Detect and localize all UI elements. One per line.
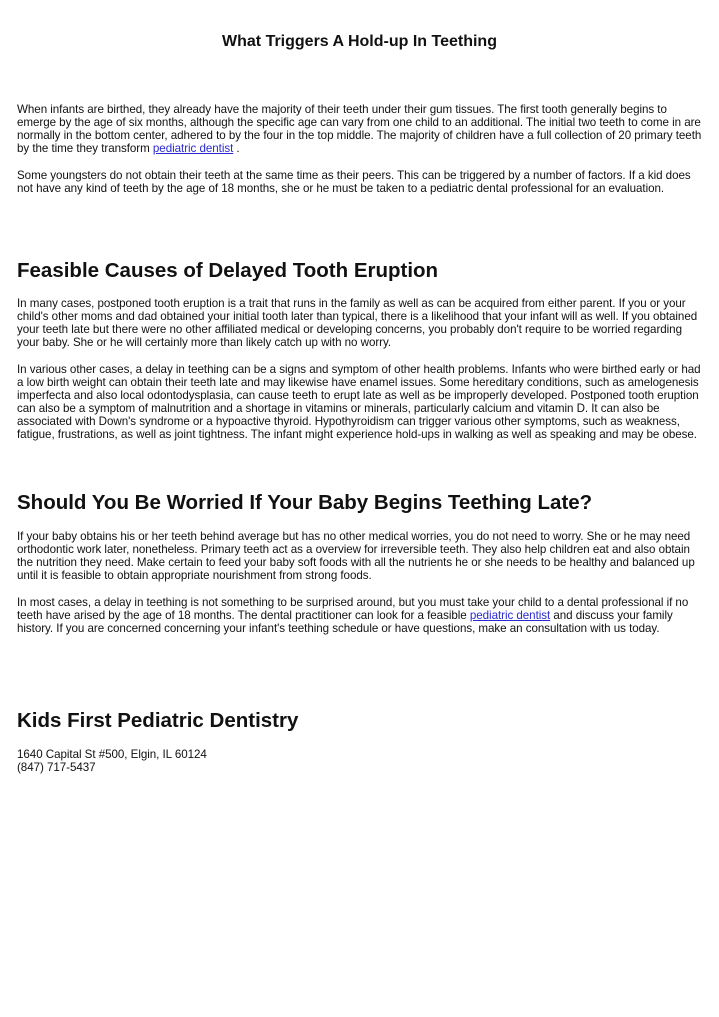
pediatric-dentist-link-2[interactable]: pediatric dentist (469, 609, 551, 622)
worried-paragraph-2-text: In most cases, a delay in teething is not something to be surprised around, but you must take your child to a dental professional if no teeth have arised by the age of 18 months. The dental practitioner can look for a feasible (17, 596, 689, 622)
section-heading-worried: Should You Be Worried If Your Baby Begins Teething Late? (17, 491, 593, 514)
section-heading-causes: Feasible Causes of Delayed Tooth Eruption (17, 259, 439, 282)
intro-paragraph-2: Some youngsters do not obtain their teeth at the same time as their peers. This can be triggered by a number of factors. If a kid does not have any kind of teeth by the age of 18 months, she or he must be taken to a pediatric dental professional for an evaluation. (17, 169, 691, 195)
page-title: What Triggers A Hold-up In Teething (222, 33, 497, 50)
worried-paragraph-2-end: and discuss your family history. If you are concerned concerning your infant's teething schedule or have questions, make an consultation with us today. (17, 609, 673, 635)
contact-address: 1640 Capital St #500, Elgin, IL 60124 (17, 748, 207, 761)
worried-paragraph-2 (17, 596, 705, 635)
intro-paragraph-1-text: When infants are birthed, they already have the majority of their teeth under their gum tissues. The first tooth generally begins to emerge by the age of six months, although the specific age can vary from one child to an additional. The initial two teeth to come in are normally in the bottom center, adhered to by the four in the top middle. The majority of children have a full collection of 20 primary teeth by the time they transform (17, 103, 702, 155)
contact-block (17, 748, 705, 774)
pediatric-dentist-link-1[interactable]: pediatric dentist (152, 142, 234, 155)
contact-heading: Kids First Pediatric Dentistry (17, 709, 299, 732)
contact-phone: (847) 717-5437 (17, 761, 96, 774)
causes-paragraph-2: In various other cases, a delay in teething can be a signs and symptom of other health problems. Infants who were birthed early or had a low birth weight can obtain their teeth late and may likewise have enamel issues. Some hereditary conditions, such as amelogenesis imperfecta and also local odontodysplasia, can cause teeth to erupt late as well as be improperly developed. Postponed tooth eruption can also be a symptom of malnutrition and a shortage in vitamins or minerals, particularly calcium and vitamin D. It can also be associated with Down's syndrome or a hypoactive thyroid. Hypothyroidism can trigger various other symptoms, such as weakness, fatigue, frustrations, as well as joint tightness. The infant might experience hold-ups in walking as well as speaking and may be obese. (17, 363, 701, 441)
intro-paragraph-1 (17, 103, 705, 155)
intro-paragraph-1-end: . (233, 142, 240, 155)
worried-paragraph-1: If your baby obtains his or her teeth behind average but has no other medical worries, you do not need to worry. She or he may need orthodontic work later, nonetheless. Primary teeth act as a overview for irreversible teeth. They also help children eat and also obtain the nutrition they need. Make certain to feed your baby soft foods with all the nutrients he or she needs to be healthy and balanced up until it is feasible to obtain appropriate nourishment from strong foods. (17, 530, 695, 582)
causes-paragraph-1: In many cases, postponed tooth eruption is a trait that runs in the family as well as can be acquired from either parent. If you or your child's other moms and dad obtained your initial tooth later than typical, there is a likelihood that your infant will as well. If you obtained your teeth late but there were no other affiliated medical or developing concerns, you probably don't require to be worried regarding your baby. She or he will certainly more than likely catch up with no worry. (17, 297, 698, 349)
